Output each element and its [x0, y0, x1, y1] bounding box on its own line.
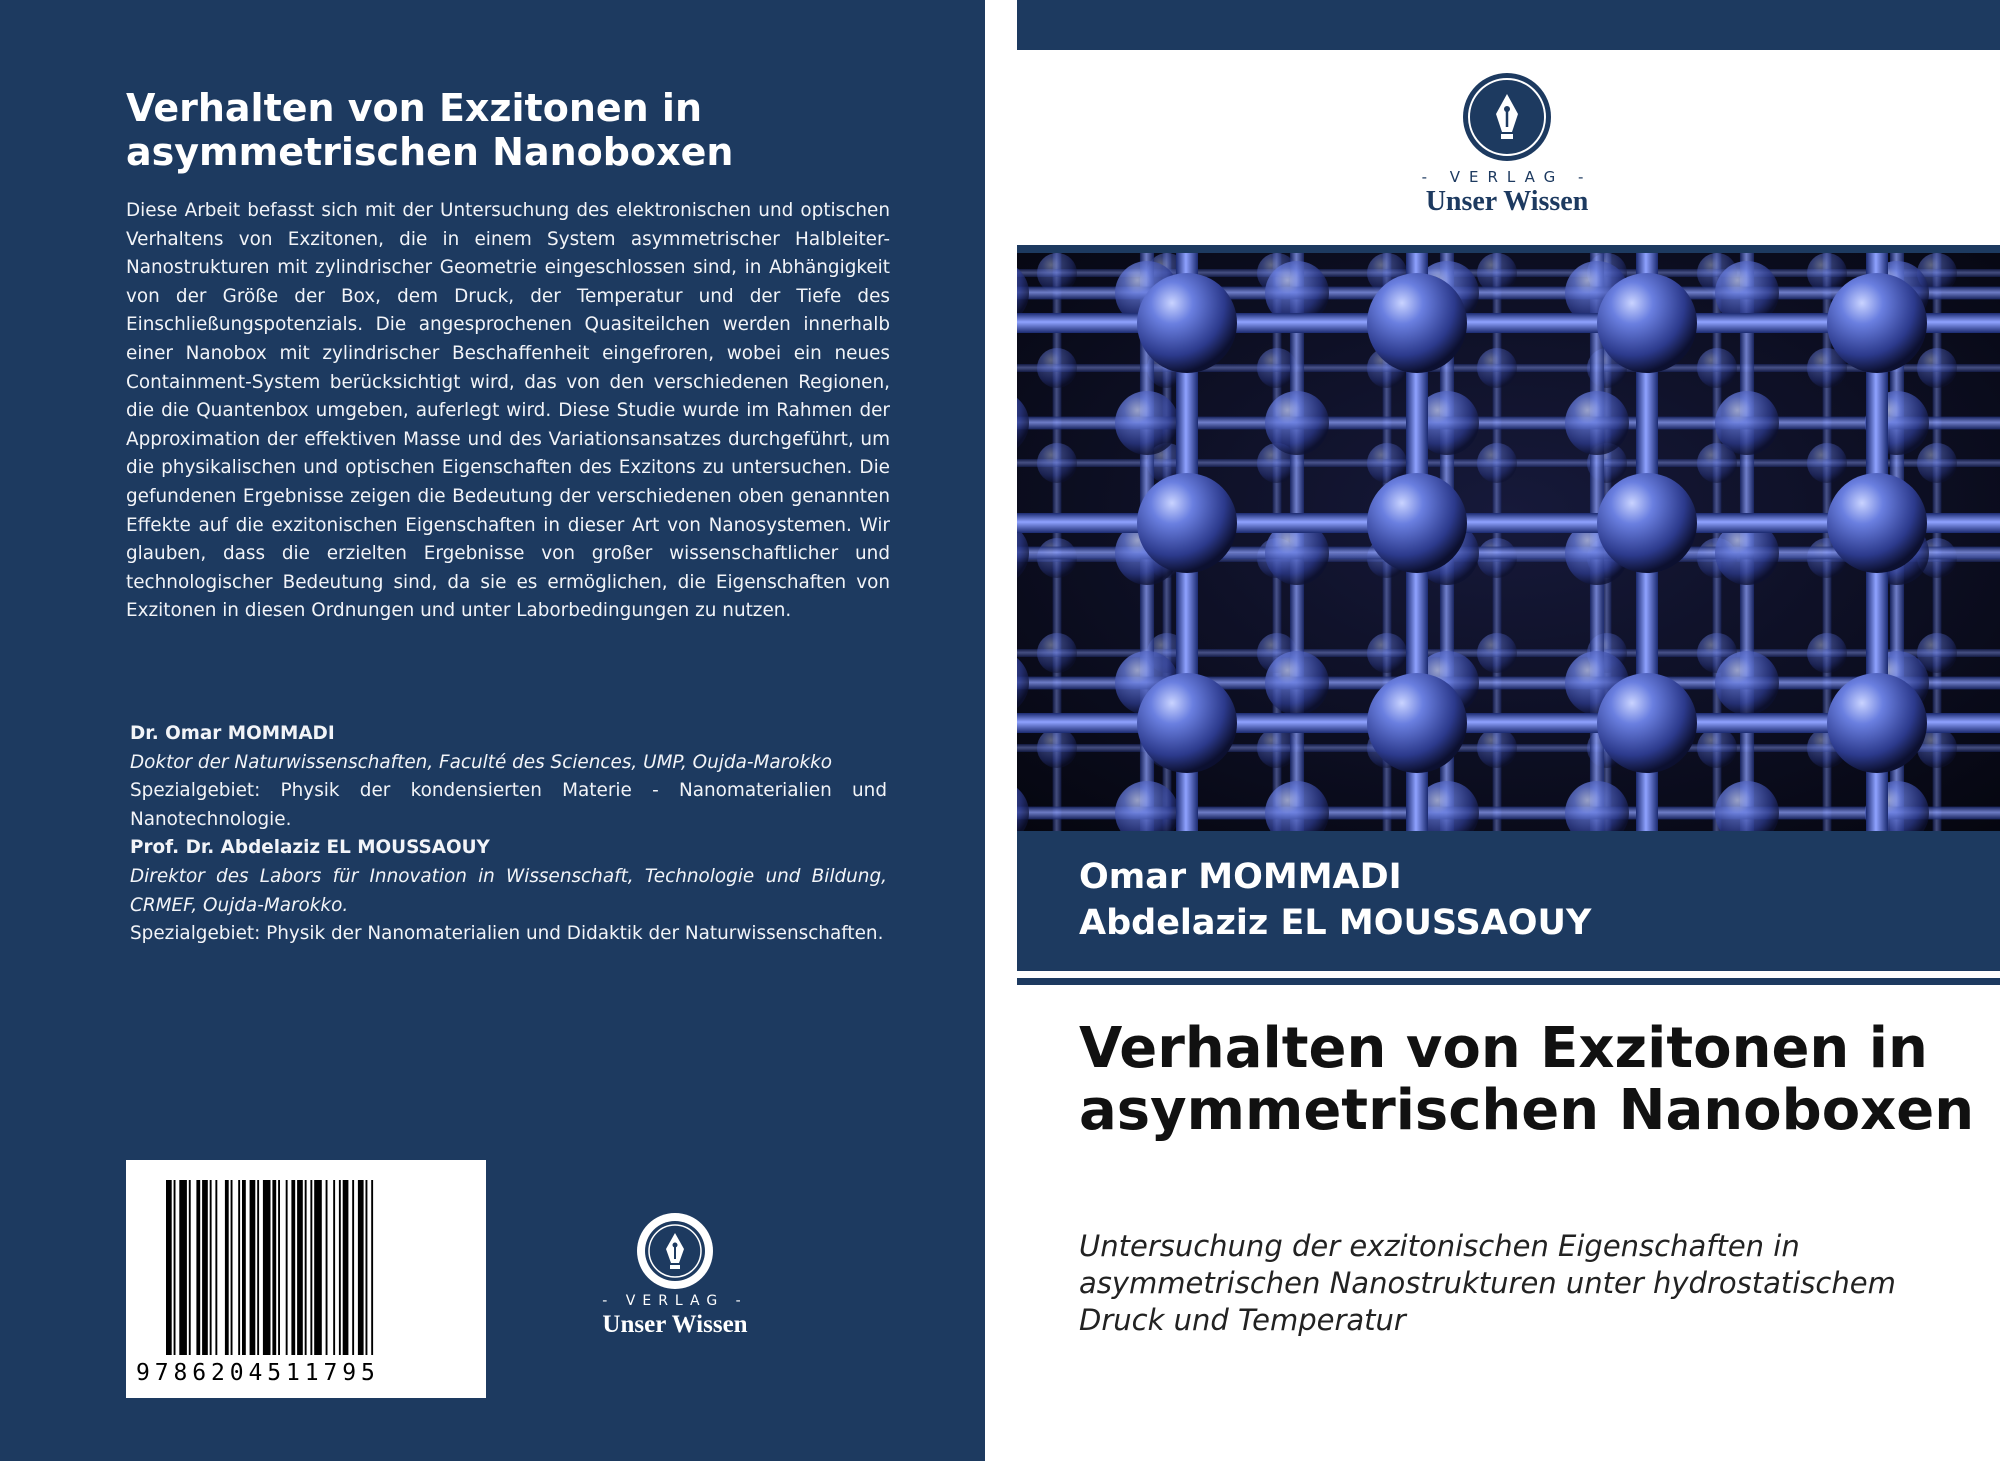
bio-author-2-affiliation: Direktor des Labors für Innovation in Wissenschaft, Technologie und Bildung, CRMEF, Oujda-Marokko. — [130, 865, 887, 916]
pen-nib-seal-icon — [1462, 72, 1552, 162]
isbn-digits: 9786204511795 — [136, 1360, 380, 1386]
image-top-rule — [1017, 245, 2000, 253]
front-author-1: Omar MOMMADI — [1079, 857, 1402, 897]
front-author-2: Abdelaziz EL MOUSSAOUY — [1079, 903, 1592, 943]
bio-author-1-affiliation: Doktor der Naturwissenschaften, Faculté des Sciences, UMP, Oujda-Marokko — [130, 751, 833, 773]
nanostructure-lattice-image — [1017, 253, 2000, 831]
bio-author-1-name: Dr. Omar MOMMADI — [130, 723, 335, 744]
back-cover — [0, 0, 985, 1461]
front-cover-subtitle: Untersuchung der exzitonischen Eigenschaften in asymmetrischen Nanostrukturen unter hydrostatischem Druck und Temperatur — [1079, 1229, 1896, 1337]
isbn-barcode — [126, 1160, 486, 1398]
publisher-verlag-label-back: - VERLAG - — [602, 1293, 748, 1309]
bio-author-2-name: Prof. Dr. Abdelaziz EL MOUSSAOUY — [130, 837, 490, 859]
bio-author-1-specialty: Spezialgebiet: Physik der kondensierten Materie - Nanomaterialien und Nanotechnologie. — [130, 780, 887, 830]
publisher-brand-front: Unser Wissen — [1425, 186, 1589, 217]
publisher-verlag-label-front: - VERLAG - — [1421, 168, 1593, 186]
publisher-logo-back — [575, 1205, 775, 1345]
pen-nib-seal-icon — [635, 1211, 715, 1291]
front-top-bar — [1017, 0, 2000, 50]
back-cover-title: Verhalten von Exzitonen in asymmetrischen Nanoboxen — [126, 86, 734, 174]
barcode-icon — [126, 1160, 486, 1360]
publisher-logo-front — [1362, 72, 1652, 222]
publisher-brand-back: Unser Wissen — [602, 1311, 748, 1338]
spine — [985, 0, 1017, 1461]
author-bios — [130, 720, 887, 949]
front-cover — [1017, 0, 2000, 1461]
back-cover-blurb: Diese Arbeit befasst sich mit der Untersuchung des elektronischen und optischen Verhaltens von Exzitonen, die in einem System asymmetrischer Halbleiter-Nanostrukturen mit zylindrischer Geometrie eingeschlossen sind, in Abhängigkeit von der Größe der Box, dem Druck, der Temperatur und der Tiefe des Einschließungspotenzials. Die angesprochenen Quasiteilchen werden innerhalb einer Nanobox mit zylindrischer Beschaffenheit eingefroren, wobei ein neues Containment-System berücksichtigt wird, das von den verschiedenen Regionen, die die Quantenbox umgeben, auferlegt wird. Diese Studie wurde im Rahmen der Approximation der effektiven Masse und des Variationsansatzes durchgeführt, um die physikalischen und optischen Eigenschaften des Exzitons zu untersuchen. Die gefundenen Ergebnisse zeigen die Bedeutung der verschiedenen oben genannten Effekte auf die exzitonischen Eigenschaften in dieser Art von Nanosystemen. Wir glauben, dass die erzielten Ergebnisse von großer wissenschaftlicher und technologischer Bedeutung sind, da sie es ermöglichen, die Eigenschaften von Exzitonen in diesen Ordnungen und unter Laborbedingungen zu nutzen. — [126, 200, 890, 622]
lattice-illustration-icon — [1017, 253, 2000, 831]
front-cover-title: Verhalten von Exzitonen in asymmetrischen Nanoboxen — [1079, 1016, 1975, 1143]
author-band-underline — [1017, 978, 2000, 985]
front-author-band — [1017, 831, 2000, 971]
bio-author-2-specialty: Spezialgebiet: Physik der Nanomaterialien und Didaktik der Naturwissenschaften. — [130, 923, 884, 945]
